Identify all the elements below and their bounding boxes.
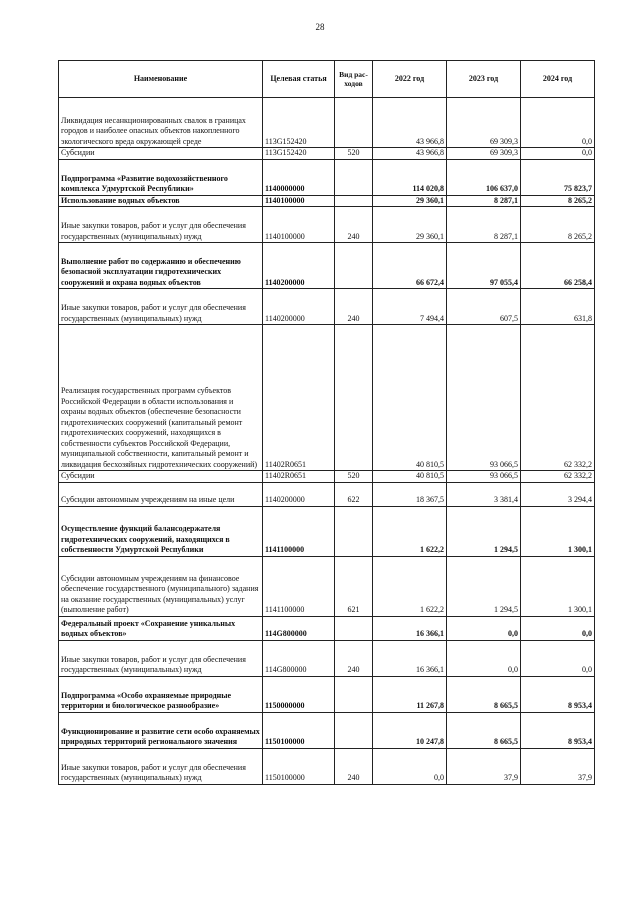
table-row <box>59 207 595 243</box>
table-row <box>59 482 595 506</box>
row-name: Иные закупки товаров, работ и услуг для обеспечения государственных (муниципальных) нужд <box>59 207 263 243</box>
row-name: Субсидии автономным учреждениям на финансовое обеспечение государственного (муниципального) задания на оказание государственных (муниципальных) услуг (выполнение работ) <box>59 556 263 616</box>
table-row <box>59 98 595 148</box>
row-code: 114G800000 <box>263 616 335 640</box>
row-2024: 1 300,1 <box>521 506 595 556</box>
row-name: Иные закупки товаров, работ и услуг для обеспечения государственных (муниципальных) нужд <box>59 640 263 676</box>
row-2023: 8 665,5 <box>447 676 521 712</box>
row-2024: 62 332,2 <box>521 325 595 471</box>
row-type <box>335 616 373 640</box>
row-name: Выполнение работ по содержанию и обеспечению безопасной эксплуатации гидротехнических сооружений и охрана водных объектов <box>59 243 263 289</box>
row-type <box>335 676 373 712</box>
row-type: 240 <box>335 207 373 243</box>
row-type <box>335 195 373 207</box>
header-type: Вид рас-ходов <box>335 61 373 98</box>
row-2022: 40 810,5 <box>373 325 447 471</box>
row-2023: 93 066,5 <box>447 471 521 483</box>
row-name: Субсидии <box>59 471 263 483</box>
row-name: Субсидии <box>59 148 263 160</box>
row-2023: 607,5 <box>447 289 521 325</box>
row-2024: 0,0 <box>521 616 595 640</box>
table-row <box>59 616 595 640</box>
row-type: 240 <box>335 289 373 325</box>
row-name: Федеральный проект «Сохранение уникальных водных объектов» <box>59 616 263 640</box>
row-name: Использование водных объектов <box>59 195 263 207</box>
row-code: 1140200000 <box>263 289 335 325</box>
row-2023: 69 309,3 <box>447 98 521 148</box>
header-code: Целевая статья <box>263 61 335 98</box>
row-2024: 1 300,1 <box>521 556 595 616</box>
row-2022: 43 966,8 <box>373 98 447 148</box>
row-2024: 8 953,4 <box>521 712 595 748</box>
row-2022: 1 622,2 <box>373 556 447 616</box>
row-2022: 16 366,1 <box>373 616 447 640</box>
table-row <box>59 289 595 325</box>
row-code: 1141100000 <box>263 556 335 616</box>
row-type <box>335 98 373 148</box>
table-row <box>59 556 595 616</box>
table-row <box>59 712 595 748</box>
table-row <box>59 195 595 207</box>
row-2023: 37,9 <box>447 748 521 784</box>
row-2024: 0,0 <box>521 640 595 676</box>
row-type: 520 <box>335 471 373 483</box>
row-2023: 3 381,4 <box>447 482 521 506</box>
row-2024: 62 332,2 <box>521 471 595 483</box>
table-row <box>59 506 595 556</box>
row-code: 1150100000 <box>263 748 335 784</box>
row-type <box>335 325 373 471</box>
row-name: Субсидии автономным учреждениям на иные цели <box>59 482 263 506</box>
row-type <box>335 159 373 195</box>
row-2023: 0,0 <box>447 640 521 676</box>
row-2022: 29 360,1 <box>373 195 447 207</box>
row-code: 1141100000 <box>263 506 335 556</box>
row-code: 1150100000 <box>263 712 335 748</box>
row-2023: 0,0 <box>447 616 521 640</box>
row-2024: 66 258,4 <box>521 243 595 289</box>
table-header-row <box>59 61 595 98</box>
row-2024: 0,0 <box>521 98 595 148</box>
header-name: Наименование <box>59 61 263 98</box>
row-code: 114G800000 <box>263 640 335 676</box>
table-row <box>59 471 595 483</box>
row-2024: 8 953,4 <box>521 676 595 712</box>
row-2022: 7 494,4 <box>373 289 447 325</box>
row-name: Осуществление функций балансодержателя гидротехнических сооружений, находящихся в собственности Удмуртской Республики <box>59 506 263 556</box>
row-type: 621 <box>335 556 373 616</box>
row-2023: 1 294,5 <box>447 506 521 556</box>
row-type <box>335 506 373 556</box>
row-type: 240 <box>335 640 373 676</box>
page-number: 28 <box>315 22 325 32</box>
row-2023: 8 665,5 <box>447 712 521 748</box>
row-code: 1140200000 <box>263 482 335 506</box>
row-2022: 10 247,8 <box>373 712 447 748</box>
table-row <box>59 148 595 160</box>
row-type: 240 <box>335 748 373 784</box>
row-type <box>335 243 373 289</box>
row-2024: 631,8 <box>521 289 595 325</box>
row-2022: 40 810,5 <box>373 471 447 483</box>
row-type <box>335 712 373 748</box>
row-code: 113G152420 <box>263 148 335 160</box>
row-name: Подпрограмма «Особо охраняемые природные территории и биологическое разнообразие» <box>59 676 263 712</box>
row-type: 520 <box>335 148 373 160</box>
budget-table <box>58 60 595 785</box>
row-name: Подпрограмма «Развитие водохозяйственного комплекса Удмуртской Республики» <box>59 159 263 195</box>
header-2024: 2024 год <box>521 61 595 98</box>
row-2023: 1 294,5 <box>447 556 521 616</box>
row-name: Иные закупки товаров, работ и услуг для обеспечения государственных (муниципальных) нужд <box>59 748 263 784</box>
header-2022: 2022 год <box>373 61 447 98</box>
row-2022: 18 367,5 <box>373 482 447 506</box>
row-2022: 29 360,1 <box>373 207 447 243</box>
row-name: Реализация государственных программ субъектов Российской Федерации в области использования и охраны водных объектов (обеспечение безопасности гидротехнических сооружений (капитальный ремонт гидротехнических сооружений, находящихся в собственности субъектов Российской Федерации, муниципальной собственности, капитальный ремонт и ликвидация бесхозяйных гидротехнических сооружений) <box>59 325 263 471</box>
row-code: 1140000000 <box>263 159 335 195</box>
row-type: 622 <box>335 482 373 506</box>
row-2022: 114 020,8 <box>373 159 447 195</box>
row-2024: 37,9 <box>521 748 595 784</box>
header-2023: 2023 год <box>447 61 521 98</box>
row-name: Ликвидация несанкционированных свалок в границах городов и наиболее опасных объектов накопленного экологического вреда окружающей среде <box>59 98 263 148</box>
row-2024: 8 265,2 <box>521 195 595 207</box>
row-2024: 8 265,2 <box>521 207 595 243</box>
row-2022: 43 966,8 <box>373 148 447 160</box>
row-2022: 0,0 <box>373 748 447 784</box>
table-row <box>59 748 595 784</box>
row-2023: 69 309,3 <box>447 148 521 160</box>
row-2022: 11 267,8 <box>373 676 447 712</box>
row-2024: 75 823,7 <box>521 159 595 195</box>
row-2023: 106 637,0 <box>447 159 521 195</box>
table-row <box>59 243 595 289</box>
row-2023: 8 287,1 <box>447 195 521 207</box>
row-2024: 3 294,4 <box>521 482 595 506</box>
table-row <box>59 159 595 195</box>
row-code: 1150000000 <box>263 676 335 712</box>
table-row <box>59 325 595 471</box>
table-row <box>59 640 595 676</box>
row-code: 113G152420 <box>263 98 335 148</box>
row-2022: 66 672,4 <box>373 243 447 289</box>
row-code: 11402R0651 <box>263 471 335 483</box>
row-code: 11402R0651 <box>263 325 335 471</box>
row-name: Иные закупки товаров, работ и услуг для обеспечения государственных (муниципальных) нужд <box>59 289 263 325</box>
row-code: 1140100000 <box>263 195 335 207</box>
row-code: 1140100000 <box>263 207 335 243</box>
row-2024: 0,0 <box>521 148 595 160</box>
row-code: 1140200000 <box>263 243 335 289</box>
row-2023: 93 066,5 <box>447 325 521 471</box>
row-2023: 8 287,1 <box>447 207 521 243</box>
table-row <box>59 676 595 712</box>
row-2023: 97 055,4 <box>447 243 521 289</box>
row-name: Функционирование и развитие сети особо охраняемых природных территорий регионального значения <box>59 712 263 748</box>
row-2022: 16 366,1 <box>373 640 447 676</box>
row-2022: 1 622,2 <box>373 506 447 556</box>
